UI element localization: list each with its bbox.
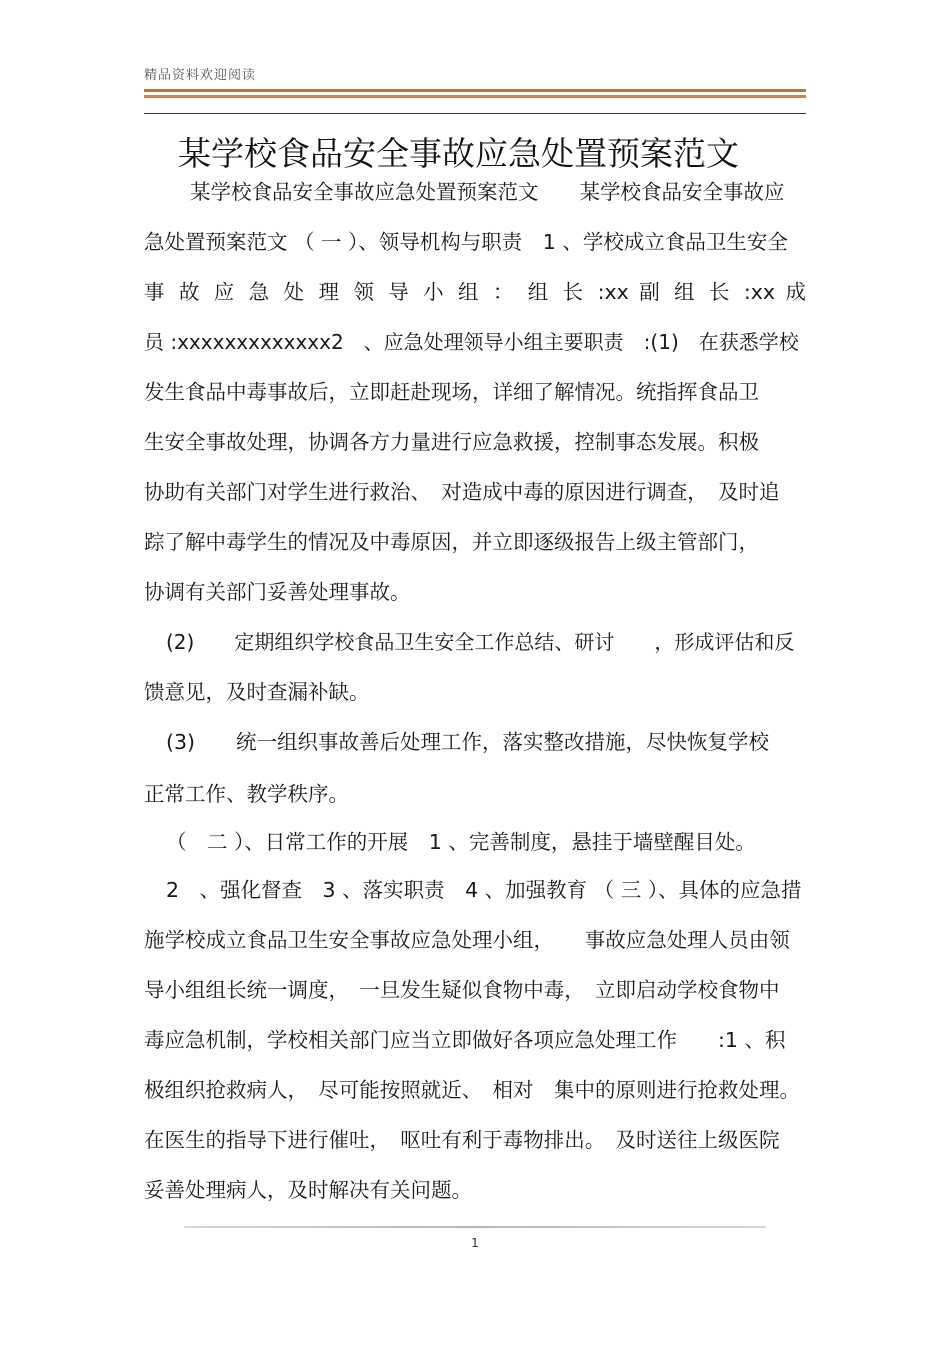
page-header-text: 精品资料欢迎阅读 [144,68,257,83]
body-line: 在医生的指导下进行催吐， 呕吐有利于毒物排出。 及时送往上级医院 [144,1128,780,1152]
body-line: 协调有关部门妥善处理事故。 [144,580,411,604]
body-line: 毒应急机制，学校相关部门应当立即做好各项应急处理工作 :1 、积 [144,1028,786,1052]
footer-rule [184,1226,766,1228]
header-rule-thin [144,113,806,114]
header-rule-accent [144,95,806,98]
header-rule-thick [144,89,806,92]
body-line: 极组织抢救病人， 尽可能按照就近、 相对 集中的原则进行抢救处理。 [144,1078,800,1102]
body-line: （ 二 ）、日常工作的开展 1 、完善制度，悬挂于墙壁醒目处。 [166,830,756,854]
body-line: 馈意见，及时查漏补缺。 [144,680,370,704]
body-line: 事 故 应 急 处 理 领 导 小 组 ： 组 长 :xx 副 组 长 :xx 成 [144,280,806,304]
body-line: 妥善处理病人，及时解决有关问题。 [144,1178,472,1202]
body-line: 发生食品中毒事故后，立即赶赴现场，详细了解情况。统指挥食品卫 [144,380,759,404]
body-line: 某学校食品安全事故应急处置预案范文 某学校食品安全事故应 [190,180,785,204]
body-line: 导小组组长统一调度， 一旦发生疑似食物中毒， 立即启动学校食物中 [144,978,780,1002]
body-line: 踪了解中毒学生的情况及中毒原因，并立即逐级报告上级主管部门， [144,530,759,554]
body-line: 正常工作、教学秩序。 [144,782,349,806]
page-number: 1 [471,1236,479,1250]
body-line: 施学校成立食品卫生安全事故应急处理小组， 事故应急处理人员由领 [144,928,790,952]
body-line: 急处置预案范文 （ 一 ）、领导机构与职责 1 、学校成立食品卫生安全 [144,230,788,254]
document-title: 某学校食品安全事故应急处置预案范文 [178,134,739,173]
body-line: (3) 统一组织事故善后处理工作，落实整改措施，尽快恢复学校 [166,730,770,754]
body-line: 员 :xxxxxxxxxxxxx2 、应急处理领导小组主要职责 :(1) 在获悉学校 [144,330,799,354]
body-line: 协助有关部门对学生进行救治、 对造成中毒的原因进行调查， 及时追 [144,480,780,504]
body-line: (2) 定期组织学校食品卫生安全工作总结、研讨 ，形成评估和反 [166,630,795,654]
body-line: 2 、强化督查 3 、落实职责 4 、加强教育 （ 三 ）、具体的应急措 [166,878,802,902]
body-line: 生安全事故处理，协调各方力量进行应急救援，控制事态发展。积极 [144,430,759,454]
